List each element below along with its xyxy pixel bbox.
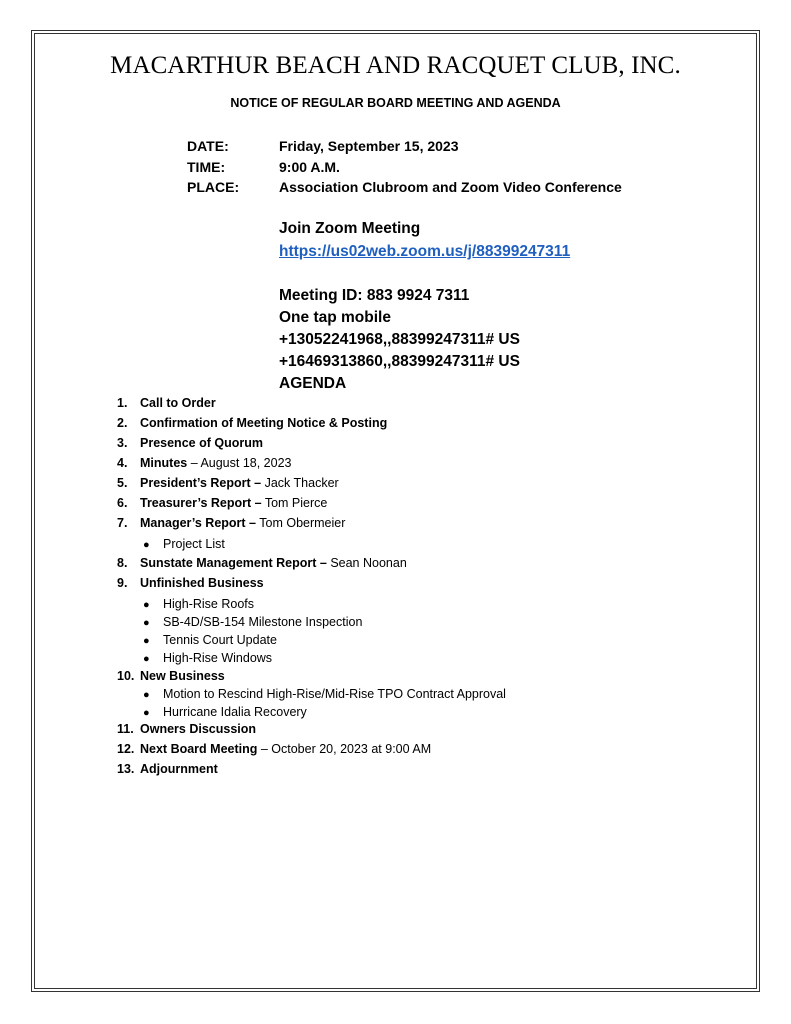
agenda-subitem-text: Project List	[163, 537, 225, 551]
agenda-subitem	[143, 651, 272, 665]
time-label: TIME:	[187, 159, 226, 175]
agenda-item-number: 3.	[117, 436, 128, 450]
meeting-id: Meeting ID: 883 9924 7311	[279, 287, 470, 304]
agenda-item-detail: Sean Noonan	[326, 556, 407, 570]
phone-number-2: +16469313860,,88399247311# US	[279, 353, 520, 370]
agenda-subitem	[143, 597, 254, 611]
agenda-item	[117, 456, 292, 470]
agenda-item	[117, 762, 218, 776]
agenda-subitem-text: High-Rise Windows	[163, 651, 273, 665]
agenda-item	[117, 416, 387, 430]
bullet-icon: ●	[143, 707, 150, 719]
time-value: 9:00 A.M.	[279, 159, 340, 175]
agenda-subitem-text: SB-4D/SB-154 Milestone Inspection	[163, 615, 363, 629]
date-value: Friday, September 15, 2023	[279, 138, 459, 154]
agenda-item-number: 11.	[117, 722, 134, 736]
agenda-item-number: 8.	[117, 556, 128, 570]
agenda-item-detail: – October 20, 2023 at 9:00 AM	[257, 742, 432, 756]
agenda-item-number: 2.	[117, 416, 128, 430]
agenda-subitem-text: Hurricane Idalia Recovery	[163, 705, 307, 719]
agenda-item	[117, 556, 407, 570]
agenda-item	[117, 742, 431, 756]
agenda-item-title: Minutes	[140, 456, 188, 470]
agenda-item-title: New Business	[140, 669, 225, 683]
agenda-item-title: Treasurer’s Report –	[140, 496, 262, 510]
agenda-item-detail: Jack Thacker	[261, 476, 339, 490]
agenda-item-number: 6.	[117, 496, 128, 510]
agenda-item	[117, 396, 216, 410]
agenda-item-number: 9.	[117, 576, 128, 590]
agenda-item-title: Call to Order	[140, 396, 216, 410]
agenda-item-title: Presence of Quorum	[140, 436, 263, 450]
agenda-item	[117, 436, 263, 450]
one-tap-label: One tap mobile	[279, 309, 391, 326]
agenda-item	[117, 722, 256, 736]
bullet-icon: ●	[143, 539, 150, 551]
agenda-item-title: Manager’s Report –	[140, 516, 257, 530]
document-title: MACARTHUR BEACH AND RACQUET CLUB, INC.	[110, 52, 681, 79]
agenda-item-title: Sunstate Management Report –	[140, 556, 327, 570]
agenda-subitem-text: Tennis Court Update	[163, 633, 277, 647]
agenda-item	[117, 496, 327, 510]
agenda-subitem-text: High-Rise Roofs	[163, 597, 255, 611]
agenda-item-number: 1.	[117, 396, 128, 410]
agenda-item-number: 7.	[117, 516, 128, 530]
date-label: DATE:	[187, 138, 229, 154]
agenda-item	[117, 476, 339, 490]
agenda-subitem	[143, 633, 277, 647]
bullet-icon: ●	[143, 635, 150, 647]
agenda-item	[117, 576, 264, 590]
agenda-item-detail: – August 18, 2023	[187, 456, 292, 470]
agenda-item-title: Adjournment	[140, 762, 218, 776]
agenda-item-title: Owners Discussion	[140, 722, 257, 736]
agenda-item-number: 5.	[117, 476, 128, 490]
join-zoom-label: Join Zoom Meeting	[279, 220, 421, 237]
zoom-meeting-link[interactable]: https://us02web.zoom.us/j/88399247311	[279, 243, 571, 260]
agenda-subitem	[143, 615, 362, 629]
place-label: PLACE:	[187, 179, 240, 195]
agenda-item-title: President’s Report –	[140, 476, 262, 490]
agenda-subitem	[143, 537, 225, 551]
document-subtitle: NOTICE OF REGULAR BOARD MEETING AND AGENDA	[230, 96, 561, 110]
agenda-subitem-text: Motion to Rescind High-Rise/Mid-Rise TPO Contract Approval	[163, 687, 506, 701]
agenda-item-number: 4.	[117, 456, 128, 470]
agenda-item-detail: Tom Pierce	[261, 496, 328, 510]
agenda-item-title: Confirmation of Meeting Notice & Posting	[140, 416, 388, 430]
agenda-item-number: 12.	[117, 742, 135, 756]
agenda-item-title: Next Board Meeting	[140, 742, 258, 756]
agenda-item-number: 13.	[117, 762, 135, 776]
agenda-item	[117, 516, 345, 530]
agenda-heading: AGENDA	[279, 375, 347, 392]
bullet-icon: ●	[143, 617, 150, 629]
agenda-subitem	[143, 687, 506, 701]
bullet-icon: ●	[143, 599, 150, 611]
agenda-item-detail: Tom Obermeier	[256, 516, 346, 530]
phone-number-1: +13052241968,,88399247311# US	[279, 331, 520, 348]
agenda-item	[117, 669, 225, 683]
bullet-icon: ●	[143, 689, 150, 701]
agenda-item-title: Unfinished Business	[140, 576, 264, 590]
bullet-icon: ●	[143, 653, 150, 665]
agenda-subitem	[143, 705, 307, 719]
agenda-item-number: 10.	[117, 669, 135, 683]
place-value: Association Clubroom and Zoom Video Conference	[279, 179, 622, 195]
